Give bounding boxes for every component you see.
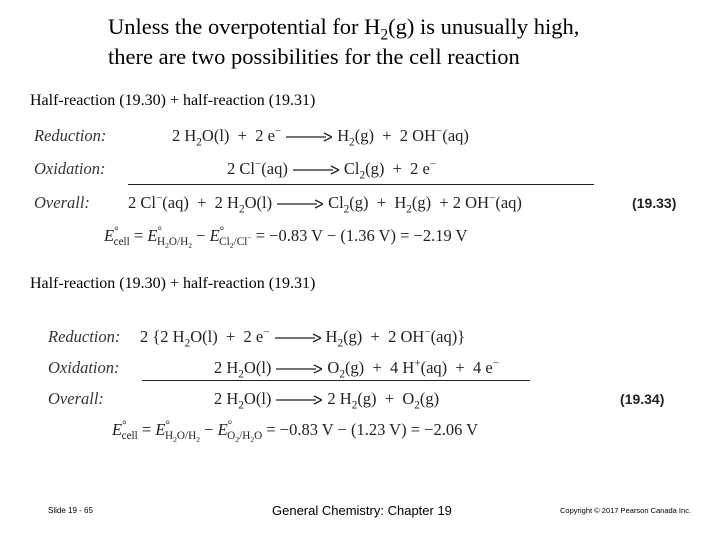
section-1-subtitle: Half-reaction (19.30) + half-reaction (19.31) <box>30 92 316 109</box>
title-line-1: Unless the overpotential for $H_2(g)$ is unusually high, <box>108 14 580 44</box>
cell-potential-equation: $E^\circ_{cell} = E^\circ_{H_2O/H_2} - E^\circ_{O_2/H_2O} = -0.83$ V − (1.23 V) = −2.06 V <box>112 419 479 445</box>
reaction-arrow-icon <box>275 333 321 343</box>
course-footer: General Chemistry: Chapter 19 <box>272 503 452 518</box>
copyright-footer: Copyright © 2017 Pearson Canada Inc. <box>560 506 692 515</box>
reduction-equation: 2 {2 $H_2O(l) + 2$ e− $H_2(g) + 2$ OH−(aq)} <box>140 326 466 350</box>
sum-rule <box>142 380 530 381</box>
overall-label: Overall: <box>48 389 104 408</box>
oxidation-label: Oxidation: <box>48 358 120 377</box>
overall-label: Overall: <box>34 193 90 212</box>
reduction-label: Reduction: <box>34 126 107 145</box>
equation-number: (19.34) <box>620 391 665 407</box>
slide-number: Slide 19 - 65 <box>48 506 93 515</box>
cell-potential-equation: $E^\circ_{cell} = E^\circ_{H_2O/H_2} - E^\circ_{Cl_2/Cl^-} = -0.83$ V − (1.36 V) = −2.19 V <box>104 225 468 251</box>
oxidation-label: Oxidation: <box>34 159 106 178</box>
overall-equation: 2 $H_2O(l)$ 2 $H_2(g) + O_2(g)$ <box>214 389 440 412</box>
overall-equation: 2 Cl−(aq) + 2 $H_2O(l) Cl_2(g) + H_2(g) + 2$ OH−(aq) <box>128 192 522 216</box>
oxidation-equation: 2 $H_2O(l) O_2(g) + 4$ H+(aq) + 4 e− <box>214 357 500 381</box>
reduction-label: Reduction: <box>48 327 121 346</box>
section-2-subtitle: Half-reaction (19.30) + half-reaction (19.31) <box>30 275 316 292</box>
oxidation-equation: 2 Cl−(aq) $Cl_2(g) + 2$ e− <box>227 158 437 182</box>
reaction-arrow-icon <box>276 395 322 405</box>
title-line-2: there are two possibilities for the cell reaction <box>108 44 520 69</box>
reaction-arrow-icon <box>276 364 322 374</box>
reduction-equation: 2 $H_2O(l) + 2$ e− $H_2(g) + 2$ OH−(aq) <box>172 125 469 149</box>
equation-number: (19.33) <box>632 195 677 211</box>
